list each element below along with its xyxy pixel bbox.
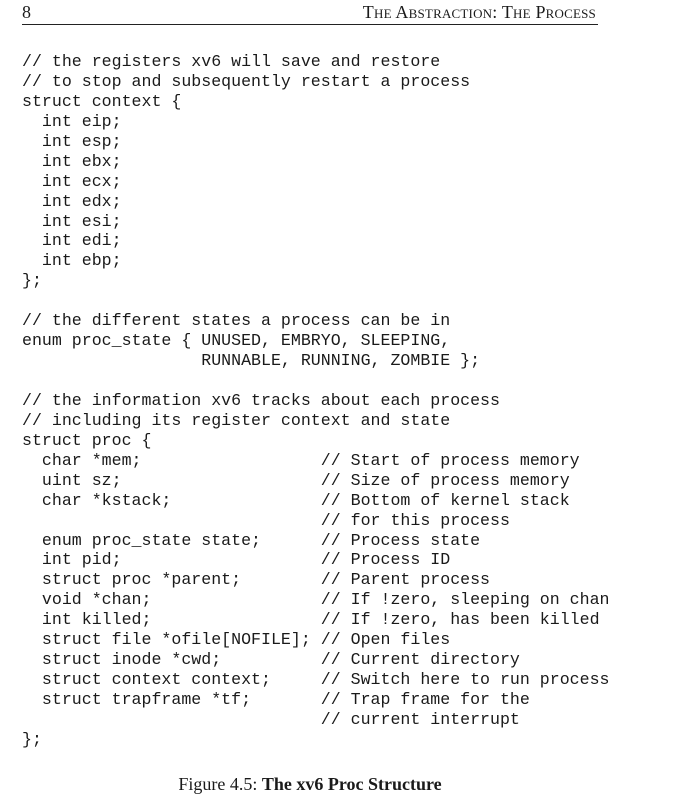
code-line: struct inode *cwd; // Current directory — [22, 650, 520, 670]
figure-title: The xv6 Proc Structure — [261, 774, 442, 794]
code-line: struct trapframe *tf; // Trap frame for the — [22, 690, 530, 709]
page-header — [22, 2, 598, 25]
code-line: int eip; — [22, 111, 122, 131]
code-line: RUNNABLE, RUNNING, ZOMBIE }; — [22, 351, 481, 371]
code-line: int esi; — [22, 211, 122, 231]
code-line: struct file *ofile[NOFILE]; // Open files — [22, 630, 451, 650]
code-line: // to stop and subsequently restart a process — [22, 71, 471, 91]
code-line: enum proc_state { UNUSED, EMBRYO, SLEEPING, — [22, 331, 451, 351]
code-line: int ebp; — [22, 251, 122, 271]
code-line: int killed; // If !zero, has been killed — [22, 610, 600, 630]
code-line: // current interrupt — [22, 709, 520, 729]
code-line: int edi; — [22, 231, 122, 251]
code-line: // the information xv6 tracks about each process — [22, 390, 500, 410]
code-listing — [22, 52, 610, 750]
code-line: // the different states a process can be in — [22, 311, 451, 331]
code-line: // the registers xv6 will save and restore — [22, 52, 441, 71]
code-line: void *chan; // If !zero, sleeping on chan — [22, 590, 610, 610]
code-line: struct context context; // Switch here to run process — [22, 670, 610, 690]
code-line: struct proc { — [22, 430, 152, 450]
code-line: int ebx; — [22, 151, 122, 171]
code-line — [22, 371, 610, 391]
code-line: int pid; // Process ID — [22, 550, 451, 570]
code-line — [22, 291, 610, 311]
code-line: }; — [22, 729, 42, 749]
code-line: // including its register context and state — [22, 410, 451, 430]
running-title: The Abstraction: The Process — [362, 2, 596, 22]
code-line: char *kstack; // Bottom of kernel stack — [22, 490, 570, 510]
figure-caption — [0, 774, 620, 795]
code-line: int esp; — [22, 131, 122, 151]
code-line: char *mem; // Start of process memory — [22, 450, 580, 470]
code-line: }; — [22, 271, 42, 291]
code-line: struct proc *parent; // Parent process — [22, 570, 491, 590]
code-line: // for this process — [22, 510, 510, 530]
code-line: int edx; — [22, 191, 122, 211]
figure-label: Figure 4.5: — [178, 774, 258, 794]
code-line: struct context { — [22, 91, 182, 111]
page-number: 8 — [22, 2, 31, 22]
code-line: uint sz; // Size of process memory — [22, 470, 570, 490]
code-line: int ecx; — [22, 171, 122, 191]
code-line: enum proc_state state; // Process state — [22, 530, 481, 550]
